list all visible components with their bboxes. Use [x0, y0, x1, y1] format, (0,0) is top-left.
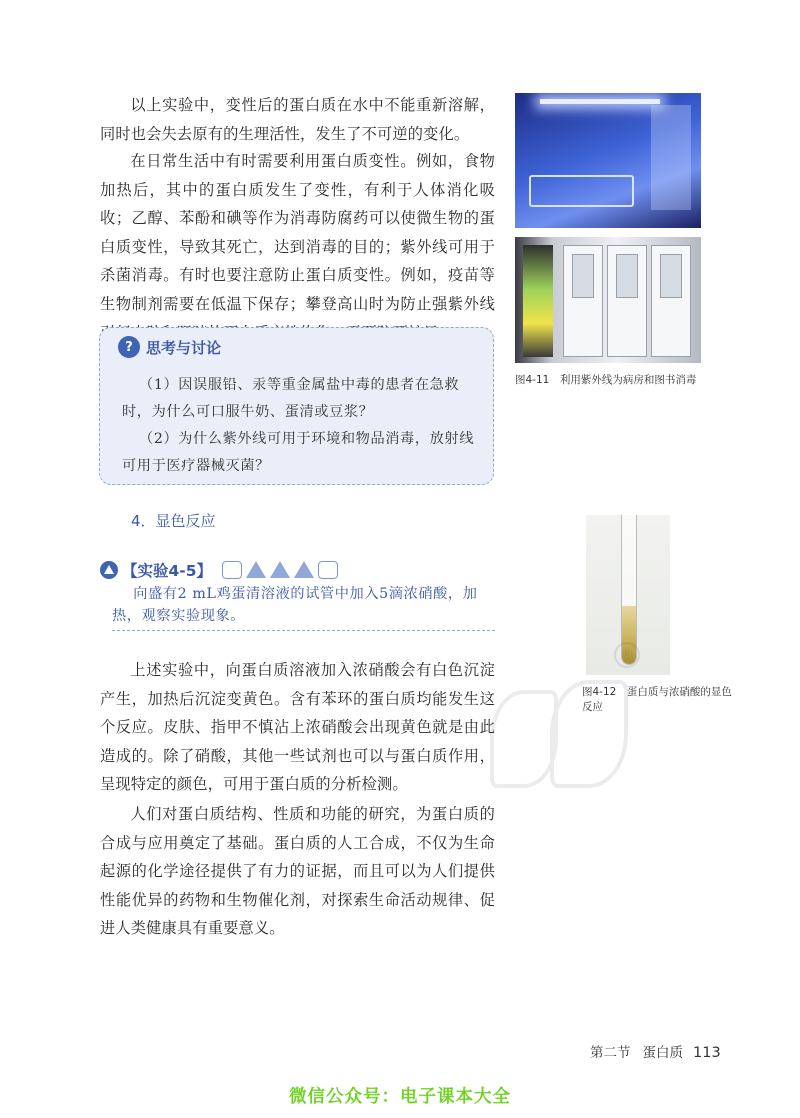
- discussion-question-1: （1）因误服铅、汞等重金属盐中毒的患者在急救时，为什么可口服牛奶、蛋清或豆浆？: [122, 377, 460, 420]
- think-and-discuss-box: [99, 327, 494, 485]
- discussion-question-2: （2）为什么紫外线可用于环境和物品消毒，放射线可用于医疗器械灭菌？: [122, 431, 474, 474]
- figure-4-12-caption: 图4-12 蛋白质与浓硝酸的显色反应: [582, 686, 732, 713]
- section-heading-color-reaction: 4．显色反应: [131, 512, 216, 530]
- wechat-banner: 微信公众号：电子课本大全: [289, 1087, 511, 1107]
- paragraph-denaturation-irreversible: 以上实验中，变性后的蛋白质在水中不能重新溶解，同时也会失去原有的生理活性，发生了不可逆的变化。: [100, 96, 495, 143]
- registered-mark: ®: [614, 642, 640, 668]
- wall-poster: [523, 245, 553, 357]
- ward-curtain: [651, 105, 691, 210]
- hot-surface-warning-icon: [294, 561, 314, 578]
- heating-warning-icon: [246, 561, 266, 578]
- wash-hands-icon: [318, 561, 338, 579]
- goggles-icon: [222, 561, 242, 579]
- uv-lamp: [540, 99, 660, 104]
- experiment-title: 【实验4-5】: [122, 562, 213, 580]
- photo-uv-ward: [515, 93, 701, 228]
- footer-topic: 蛋白质: [642, 1045, 683, 1061]
- corrosive-warning-icon: [270, 561, 290, 578]
- experiment-header: [100, 559, 338, 581]
- page-footer: [590, 1041, 721, 1061]
- paragraph-xanthoproteic-reaction: 上述实验中，向蛋白质溶液加入浓硝酸会有白色沉淀产生，加热后沉淀变黄色。含有苯环的蛋白质均能发生这个反应。皮肤、指甲不慎沾上浓硝酸会出现黄色就是由此造成的。除了硝酸，其他一些试剂也可以与蛋白质作用，呈现特定的颜色，可用于蛋白质的分析检测。: [100, 661, 495, 794]
- figure-uv-disinfection: [515, 93, 701, 363]
- disinfection-cabinet: [651, 245, 691, 357]
- hospital-bed: [529, 175, 634, 207]
- disinfection-cabinet: [607, 245, 647, 357]
- figure-4-11-caption: 图4-11 利用紫外线为病房和图书消毒: [515, 374, 697, 386]
- publisher-watermark: [480, 647, 650, 800]
- safety-icons: [222, 561, 338, 579]
- page-number: 113: [693, 1045, 721, 1061]
- experiment-flask-icon: [100, 561, 118, 579]
- think-box-header: [118, 336, 221, 358]
- paragraph-denaturation-uses: 在日常生活中有时需要利用蛋白质变性。例如，食物加热后，其中的蛋白质发生了变性，有利于人体消化吸收；乙醇、苯酚和碘等作为消毒防腐药可以使微生物的蛋白质变性，导致其死亡，达到消毒的目的；紫外线可用于杀菌消毒。有时也要注意防止蛋白质变性。例如，疫苗等生物制剂需要在低温下保存；攀登高山时为防止强紫外线: [100, 152, 495, 313]
- disinfection-cabinet: [563, 245, 603, 357]
- think-box-title: 思考与讨论: [146, 338, 222, 357]
- footer-section: 第二节: [590, 1045, 631, 1061]
- experiment-procedure: 向盛有2 mL鸡蛋清溶液的试管中加入5滴浓硝酸，加热，观察实验现象。: [112, 583, 495, 631]
- question-bubble-icon: ?: [118, 336, 140, 358]
- paragraph-protein-research: 人们对蛋白质结构、性质和功能的研究，为蛋白质的合成与应用奠定了基础。蛋白质的人工合成，不仅为生命起源的化学途径提供了有力的证据，而且可以为人们提供性能优异的药物和生物催化剂，对探索生命活动规律、促进人类健康具有重要意义。: [100, 805, 495, 938]
- photo-uv-cabinets: [515, 237, 701, 363]
